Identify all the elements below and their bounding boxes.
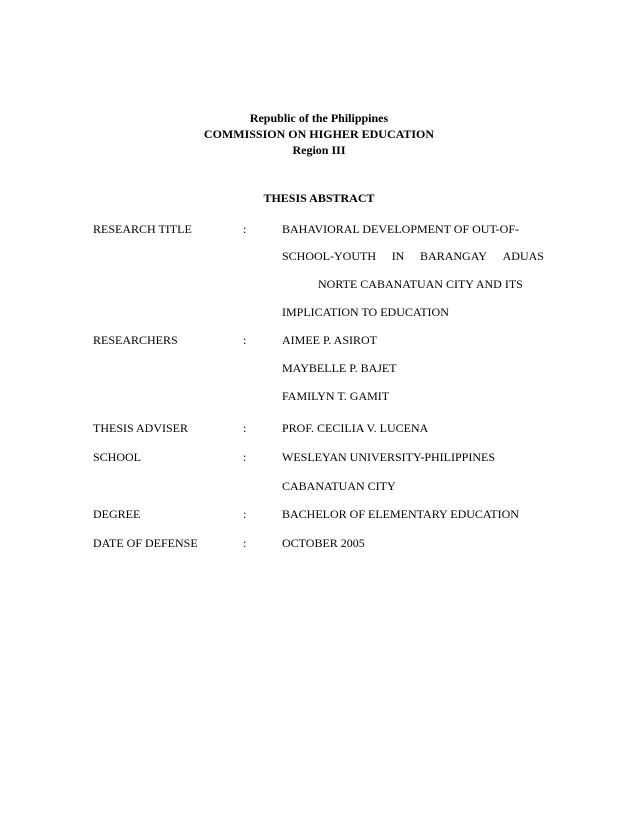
researcher-name: FAMILYN T. GAMIT xyxy=(282,389,390,403)
separator-colon: : xyxy=(243,421,247,435)
research-title-word: SCHOOL-YOUTH xyxy=(282,249,376,263)
header-republic: Republic of the Philippines xyxy=(249,111,389,125)
school-row xyxy=(0,448,638,466)
separator-colon: : xyxy=(243,507,247,521)
abstract-title: THESIS ABSTRACT xyxy=(263,191,375,205)
degree-value: BACHELOR OF ELEMENTARY EDUCATION xyxy=(282,507,519,521)
school-value: WESLEYAN UNIVERSITY-PHILIPPINES xyxy=(282,450,495,464)
date-of-defense-value: OCTOBER 2005 xyxy=(282,536,365,550)
degree-label: DEGREE xyxy=(93,507,141,521)
researcher-name: MAYBELLE P. BAJET xyxy=(282,361,397,375)
research-title-row-4 xyxy=(0,303,638,321)
degree-row xyxy=(0,505,638,523)
researchers-label: RESEARCHERS xyxy=(93,333,178,347)
separator-colon: : xyxy=(243,333,247,347)
separator-colon: : xyxy=(243,222,247,236)
research-title-line: BAHAVIORAL DEVELOPMENT OF OUT-OF- xyxy=(282,222,520,236)
research-title-line: NORTE CABANATUAN CITY AND ITS xyxy=(318,277,523,291)
thesis-adviser-label: THESIS ADVISER xyxy=(93,421,189,435)
research-title-label: RESEARCH TITLE xyxy=(93,222,192,236)
researchers-row-2 xyxy=(0,359,638,377)
research-title-word: BARANGAY xyxy=(420,249,487,263)
thesis-adviser-value: PROF. CECILIA V. LUCENA xyxy=(282,421,429,435)
header-commission: COMMISSION ON HIGHER EDUCATION xyxy=(203,127,435,141)
research-title-line: IMPLICATION TO EDUCATION xyxy=(282,305,449,319)
research-title-row-2 xyxy=(0,247,638,265)
research-title-row-3 xyxy=(0,275,638,293)
school-label: SCHOOL xyxy=(93,450,142,464)
header-region: Region III xyxy=(292,143,346,157)
researchers-row-3 xyxy=(0,387,638,405)
thesis-adviser-row xyxy=(0,419,638,437)
research-title-word: IN xyxy=(391,249,405,263)
separator-colon: : xyxy=(243,450,247,464)
researchers-row xyxy=(0,331,638,349)
school-row-2 xyxy=(0,477,638,495)
school-value-city: CABANATUAN CITY xyxy=(282,479,396,493)
research-title-line-justified xyxy=(282,247,544,265)
document-header xyxy=(0,110,638,158)
separator-colon: : xyxy=(243,536,247,550)
date-of-defense-row xyxy=(0,534,638,552)
research-title-row xyxy=(0,220,638,238)
date-of-defense-label: DATE OF DEFENSE xyxy=(93,536,198,550)
researcher-name: AIMEE P. ASIROT xyxy=(282,333,378,347)
research-title-word: ADUAS xyxy=(502,249,544,263)
